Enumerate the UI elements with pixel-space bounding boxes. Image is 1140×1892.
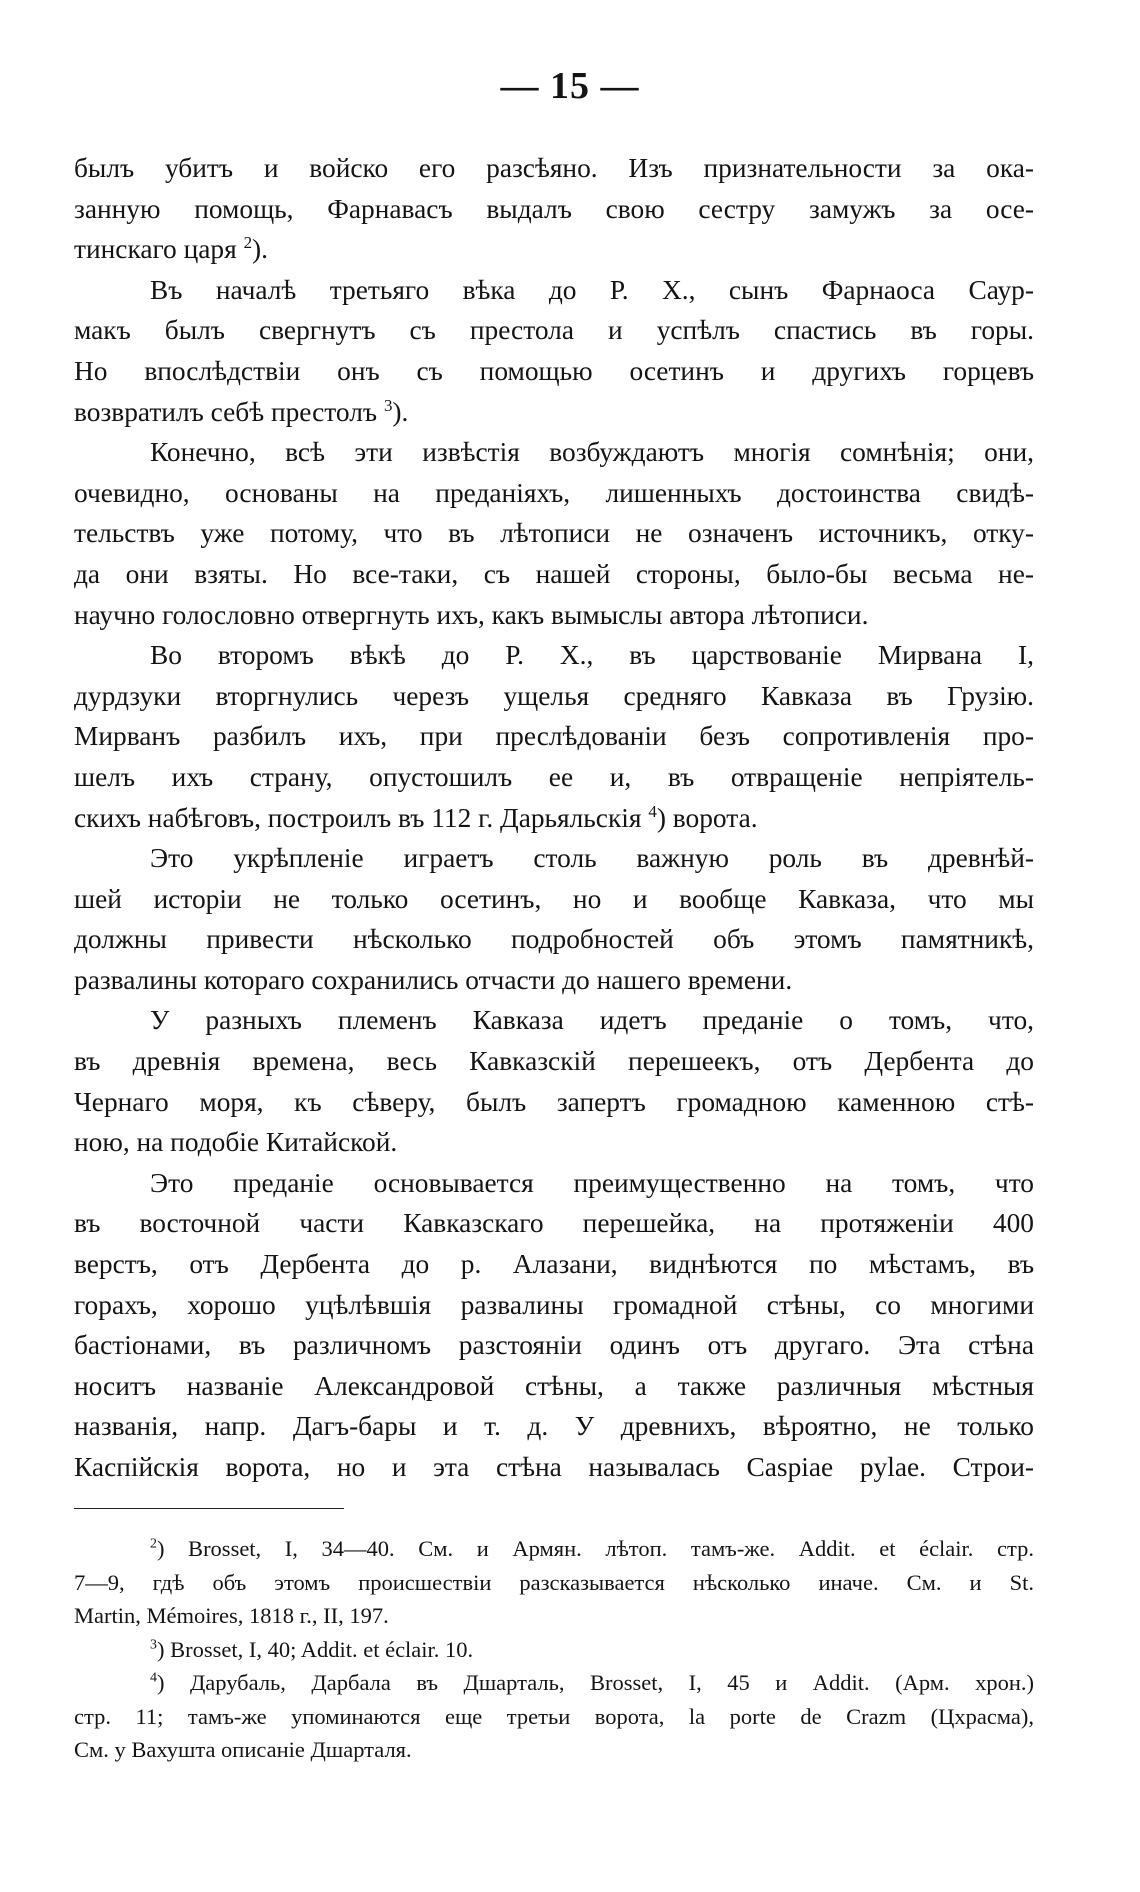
text-line: верстъ, отъ Дербента до р. Алазани, виднѣются по мѣстамъ, въ — [74, 1249, 1034, 1280]
text-line: былъ убитъ и войско его разсѣяно. Изъ признательности за ока- — [74, 153, 1034, 183]
footnote-mark: 2 — [150, 1536, 157, 1552]
footnote-line — [74, 1633, 1034, 1667]
text-line: названія, напр. Дагъ-бары и т. д. У древнихъ, вѣроятно, не только — [74, 1411, 1034, 1442]
text-line: горахъ, хорошо уцѣлѣвшія развалины громадной стѣны, со многими — [74, 1289, 1034, 1320]
text-line: шей исторіи не только осетинъ, но и вообще Кавказа, что мы — [74, 883, 1034, 914]
text-line: Это преданіе основывается преимущественно на томъ, что — [150, 1167, 1034, 1198]
footnote-1 — [74, 1532, 1034, 1633]
paragraph-6 — [74, 1000, 1034, 1162]
paragraph-3 — [74, 432, 1034, 635]
text-line: очевидно, основаны на преданіяхъ, лишенныхъ достоинства свидѣ- — [74, 477, 1034, 508]
text-line: макъ былъ свергнутъ съ престола и успѣлъ спастись въ горы. — [74, 315, 1034, 346]
line-tail: ) ворота. — [656, 802, 758, 833]
body-text — [74, 148, 1034, 1488]
text-line: бастіонами, въ различномъ разстояніи одинъ отъ другаго. Эта стѣна — [74, 1330, 1034, 1361]
text-line: Каспійскія ворота, но и эта стѣна называлась Caspiae pylae. Строи- — [74, 1452, 1034, 1482]
text-line — [74, 392, 1034, 433]
paragraph-2 — [74, 270, 1034, 432]
line-text: возвратилъ себѣ престолъ — [74, 396, 378, 427]
text-line: дурдзуки вторгнулись черезъ ущелья средняго Кавказа въ Грузію. — [74, 680, 1034, 711]
line-text: ) Brosset, I, 34—40. См. и Армян. лѣтоп. тамъ-же. Addit. et éclair. стр. — [156, 1536, 1034, 1561]
footnote-line: 7—9, гдѣ объ этомъ происшествіи разсказывается нѣсколько иначе. См. и St. — [74, 1569, 1034, 1595]
footnote-2 — [74, 1633, 1034, 1667]
text-line: Конечно, всѣ эти извѣстія возбуждаютъ многія сомнѣнія; они, — [150, 437, 1034, 468]
footnote-line: Martin, Mémoires, 1818 г., II, 197. — [74, 1603, 389, 1628]
page-number: — 15 — — [500, 65, 640, 107]
footnote-mark: 4 — [150, 1670, 157, 1686]
footnote-ref: 3 — [383, 395, 393, 415]
text-line: Въ началѣ третьяго вѣка до Р. Х., сынъ Фарнаоса Саур- — [150, 274, 1034, 305]
footnote-line — [74, 1532, 1034, 1566]
paragraph-4 — [74, 635, 1034, 838]
text-line: занную помощь, Фарнавасъ выдалъ свою сестру замужъ за осе- — [74, 193, 1034, 224]
footnote-ref: 2 — [243, 233, 253, 253]
text-line: носитъ названіе Александровой стѣны, а также различныя мѣстныя — [74, 1370, 1034, 1401]
text-line: развалины котораго сохранились отчасти до нашего времени. — [74, 964, 793, 995]
text-line: Во второмъ вѣкѣ до Р. Х., въ царствованіе Мирвана I, — [150, 640, 1034, 671]
text-line: въ древнія времена, весь Кавказскій перешеекъ, отъ Дербента до — [74, 1046, 1034, 1077]
text-line: да они взяты. Но все-таки, съ нашей стороны, было-бы весьма не- — [74, 558, 1034, 589]
footnote-line — [74, 1666, 1034, 1700]
line-text: тинскаго царя — [74, 234, 237, 265]
text-line: У разныхъ племенъ Кавказа идетъ преданіе о томъ, что, — [150, 1005, 1034, 1036]
text-line — [74, 229, 1034, 270]
text-line: въ восточной части Кавказскаго перешейка, на протяженіи 400 — [74, 1208, 1034, 1239]
text-line: Это укрѣпленіе играетъ столь важную роль въ древнѣй- — [150, 843, 1034, 874]
footnote-line: стр. 11; тамъ-же упоминаются еще третьи ворота, la porte de Crazm (Цхрасма), — [74, 1703, 1034, 1729]
paragraph-1 — [74, 148, 1034, 270]
line-tail: ). — [252, 234, 269, 265]
footnotes — [74, 1532, 1034, 1767]
line-text: ) Brosset, I, 40; Addit. et éclair. 10. — [156, 1636, 474, 1662]
line-text: ) Дарубаль, Дарбала въ Дшарталь, Brosset, I, 45 и Addit. (Арм. хрон.) — [156, 1670, 1034, 1695]
text-line: должны привести нѣсколько подробностей объ этомъ памятникѣ, — [74, 924, 1034, 955]
footnote-ref: 4 — [648, 801, 657, 821]
line-tail: ). — [392, 396, 409, 427]
text-line — [74, 798, 1034, 839]
text-line: Чернаго моря, къ сѣверу, былъ запертъ громадною каменною стѣ- — [74, 1086, 1034, 1117]
text-line: тельствъ уже потому, что въ лѣтописи не означенъ источникъ, отку- — [74, 518, 1034, 549]
footnote-divider — [74, 1508, 344, 1509]
paragraph-5 — [74, 838, 1034, 1000]
footnote-line: См. у Вахушта описаніе Дшарталя. — [74, 1737, 412, 1762]
footnote-mark: 3 — [150, 1637, 157, 1652]
footnote-3 — [74, 1666, 1034, 1767]
line-text: скихъ набѣговъ, построилъ въ 112 г. Дарьяльскія — [74, 802, 642, 833]
text-line: научно голословно отвергнуть ихъ, какъ вымыслы автора лѣтописи. — [74, 599, 869, 630]
paragraph-7 — [74, 1163, 1034, 1488]
text-line: Мирванъ разбилъ ихъ, при преслѣдованіи безъ сопротивленія про- — [74, 721, 1034, 752]
text-line: Но впослѣдствіи онъ съ помощью осетинъ и другихъ горцевъ — [74, 355, 1034, 386]
text-line: ною, на подобіе Китайской. — [74, 1127, 398, 1158]
text-line: шелъ ихъ страну, опустошилъ ее и, въ отвращеніе непріятель- — [74, 761, 1034, 792]
